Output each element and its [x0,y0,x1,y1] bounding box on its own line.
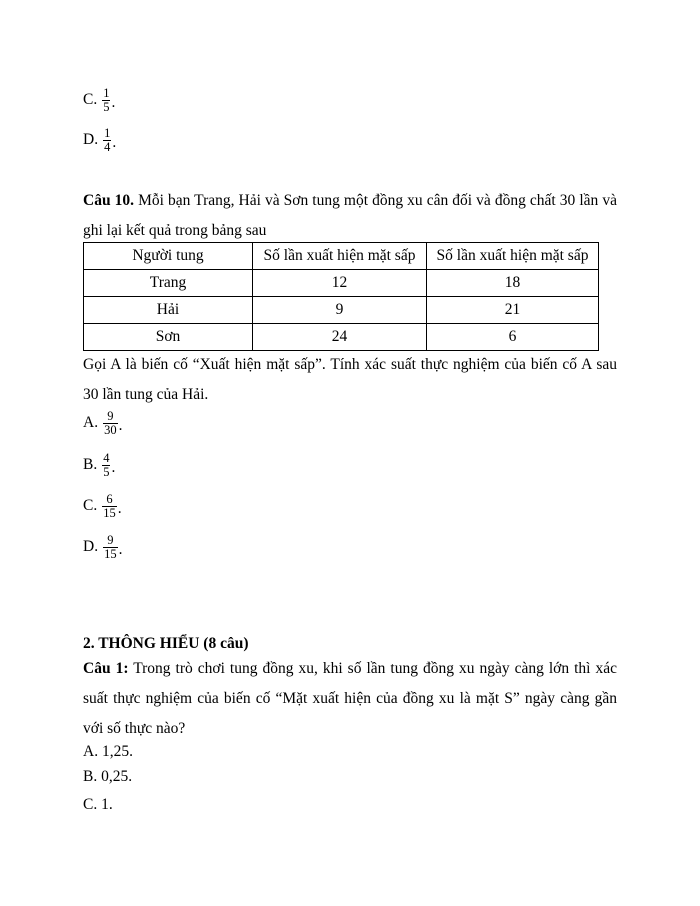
results-table [83,242,599,351]
option-value: 1,25. [101,743,133,760]
fraction-denominator: 15 [103,505,116,520]
fraction [102,87,110,114]
option-letter: A. [83,414,99,431]
fraction-denominator: 5 [103,99,110,114]
option-a: A. $\frac{9}{30}$ . [83,408,123,437]
option-b-q1 [83,767,132,787]
table-cell: Sơn [84,324,253,351]
table-cell: 18 [427,270,599,297]
option-letter: C. [83,796,98,813]
option-c-q1 [83,795,113,815]
fraction-numerator: 9 [107,408,114,423]
option-value: 0,25. [101,768,133,785]
question-10-prompt: Gọi A là biến cố “Xuất hiện mặt sấp”. Tính xác suất thực nghiệm của biến cố A sau 30 lần tung của Hải. [83,356,617,403]
table-header-cell: Số lần xuất hiện mặt sấp [427,243,599,270]
option-a-q1 [83,742,133,762]
fraction-numerator: 1 [104,125,111,140]
fraction-denominator: 30 [104,422,117,437]
table-header-cell: Người tung [84,243,253,270]
fraction [103,534,118,561]
fraction [103,410,118,437]
fraction [102,452,110,479]
fraction-numerator: 9 [107,532,114,547]
fraction [103,127,111,154]
option-letter: A. [83,743,99,760]
table-cell: 12 [253,270,427,297]
fraction-numerator: 4 [103,450,110,465]
table-row [84,270,599,297]
question-label: Câu 1: [83,660,129,677]
option-value: 1. [101,796,113,813]
option-d-prev: D. $\frac{1}{4}$ . [83,125,117,154]
option-letter: C. [83,91,98,108]
table-row [84,324,599,351]
option-letter: B. [83,768,98,785]
question-body: Mỗi bạn Trang, Hải và Sơn tung một đồng xu cân đối và đồng chất 30 lần và ghi lại kết quả trong bảng sau [83,192,617,239]
table-cell: 24 [253,324,427,351]
option-letter: D. [83,131,99,148]
section-heading: 2. THÔNG HIỂU (8 câu) [83,635,249,652]
fraction-denominator: 5 [103,464,110,479]
fraction-numerator: 1 [103,85,110,100]
question-body: Trong trò chơi tung đồng xu, khi số lần tung đồng xu ngày càng lớn thì xác suất thực nghiệm của biến cố “Mặt xuất hiện của đồng xu là mặt S” ngày càng gần với số thực nào? [83,660,617,737]
option-letter: D. [83,538,99,555]
table-row [84,297,599,324]
question-label: Câu 10. [83,192,135,209]
question-10-text [83,186,617,246]
table-cell: Trang [84,270,253,297]
fraction [102,493,117,520]
table-cell: 21 [427,297,599,324]
table-header-cell: Số lần xuất hiện mặt sấp [253,243,427,270]
option-letter: B. [83,456,98,473]
option-c: C. $\frac{6}{15}$ . [83,491,122,520]
option-d: D. $\frac{9}{15}$ . [83,532,123,561]
fraction-numerator: 6 [106,491,113,506]
option-b: B. $\frac{4}{5}$ . [83,450,116,479]
option-c-prev: C. $\frac{1}{5}$ . [83,85,116,114]
table-cell: 9 [253,297,427,324]
table-cell: 6 [427,324,599,351]
table-header-row [84,243,599,270]
option-letter: C. [83,497,98,514]
fraction-denominator: 4 [104,139,111,154]
question-1-text [83,654,617,744]
fraction-denominator: 15 [104,546,117,561]
table-cell: Hải [84,297,253,324]
